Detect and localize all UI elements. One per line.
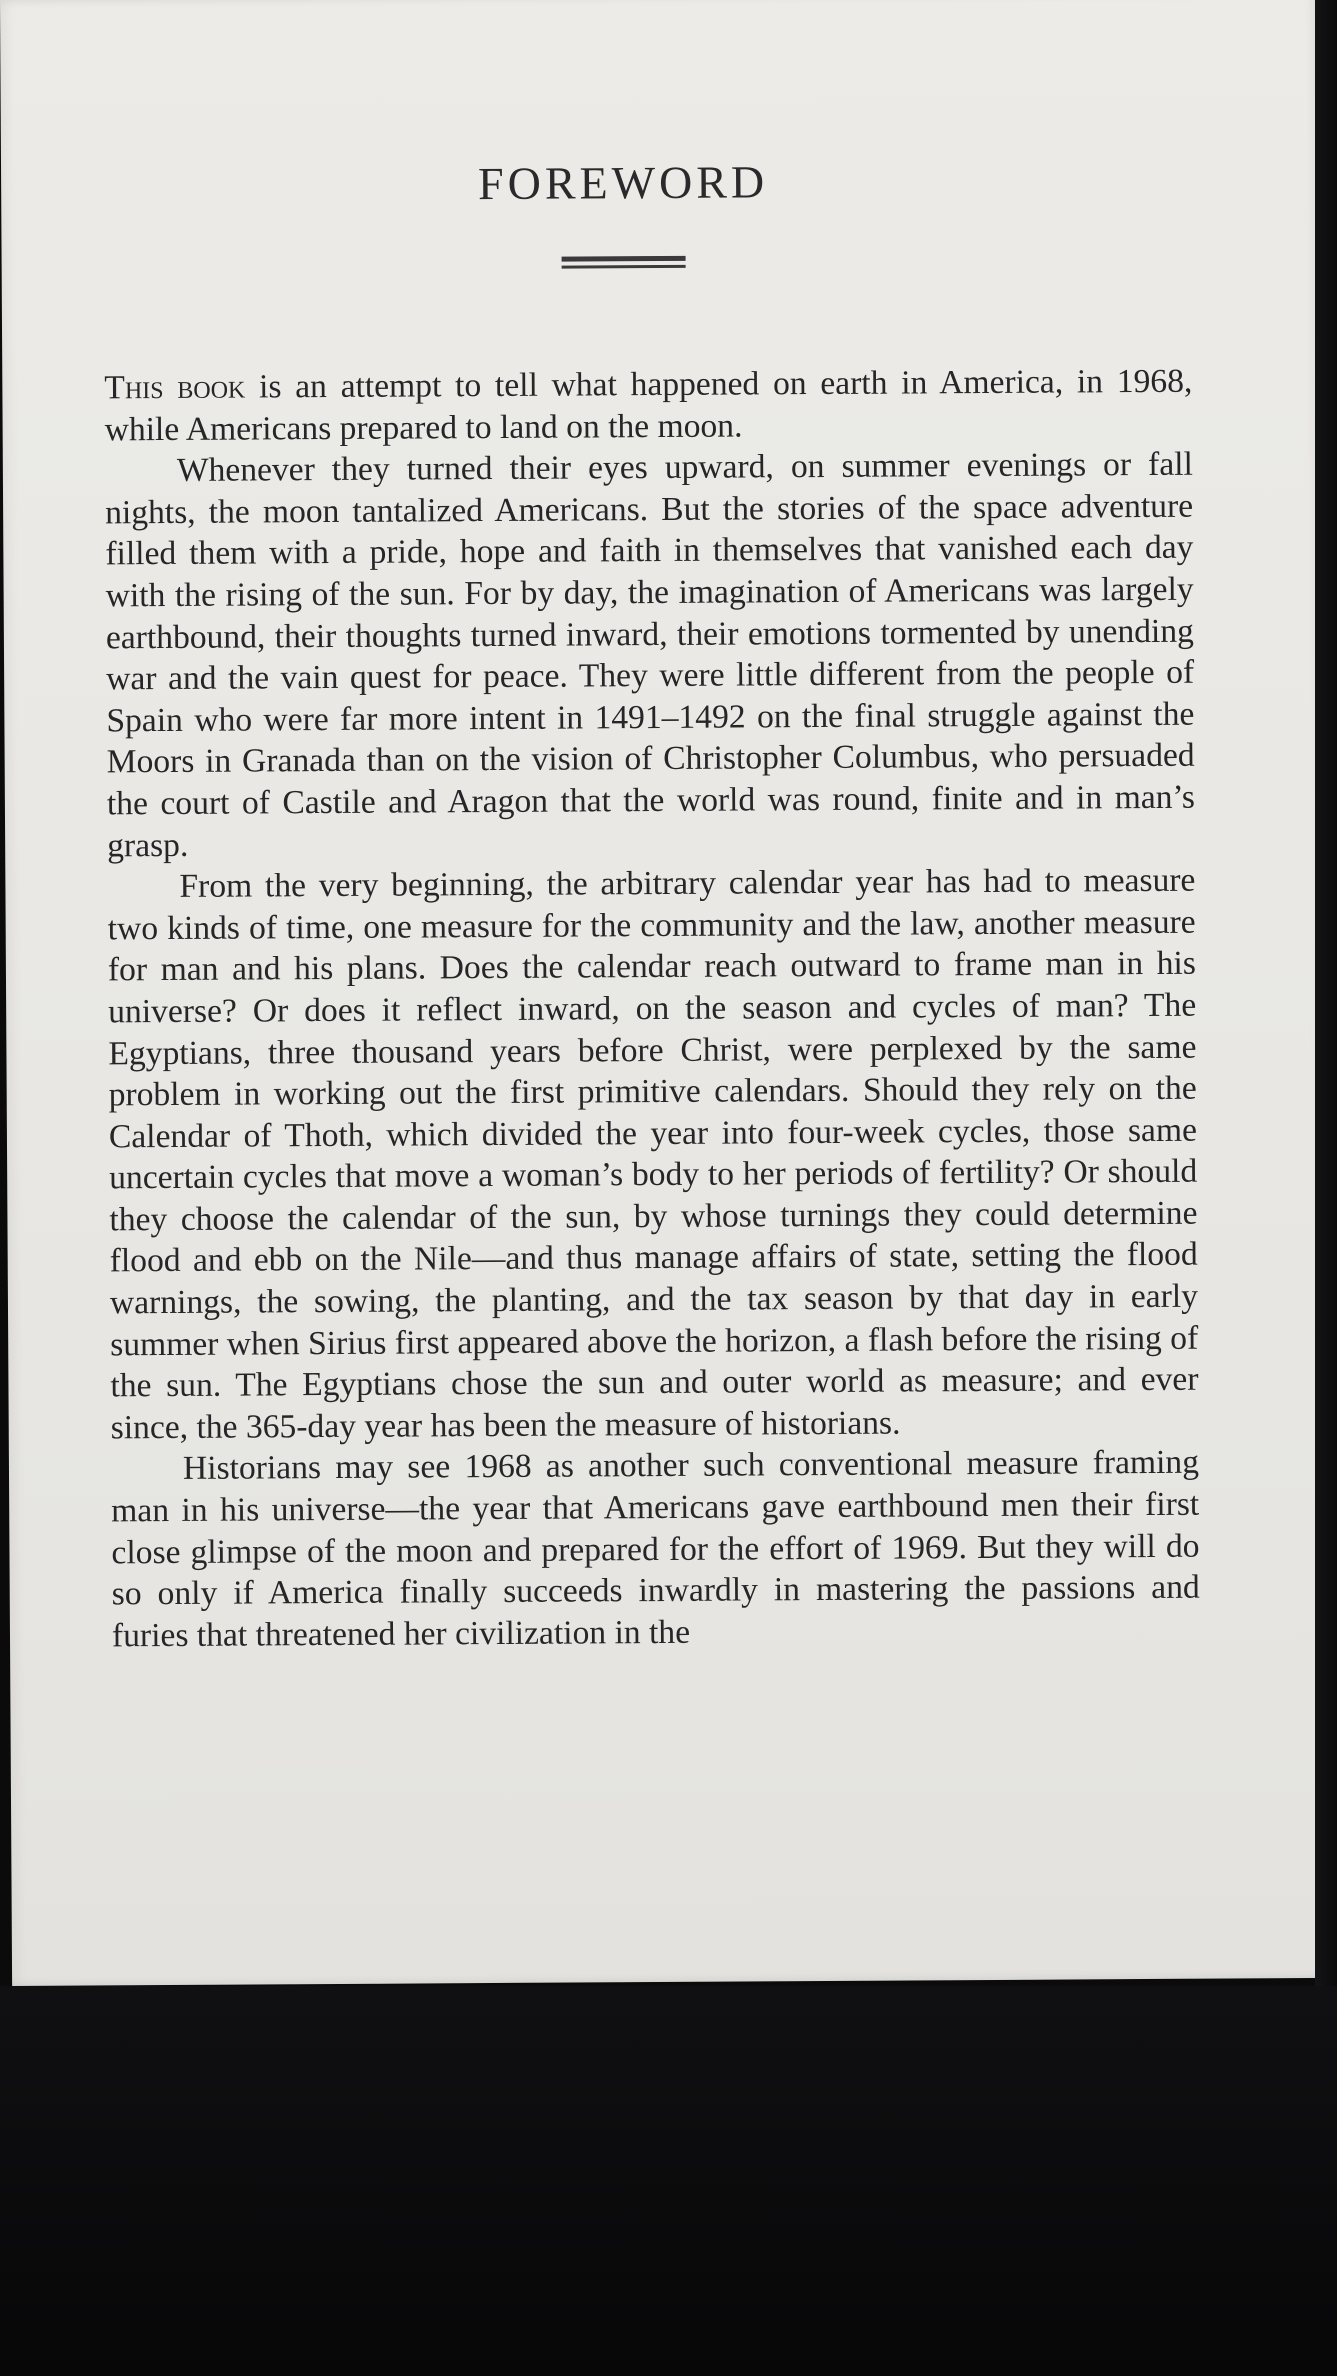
rule-line-thick [562, 256, 686, 262]
paragraph-1 [104, 361, 1192, 451]
foreword-body [104, 361, 1200, 1657]
chapter-heading: FOREWORD [477, 156, 769, 210]
paragraph-1-text: is an attempt to tell what happened on earth in America, in 1968, while Americans prepared to land on the moon. [104, 362, 1193, 448]
paragraph-4: Historians may see 1968 as another such conventional measure framing man in his universe—the year that Americans gave earthbound men their first close glimpse of the moon and prepared for the effort of 1969. But they will do so only if America finally succeeds inwardly in mastering the passions and furies that threatened her civilization in the [111, 1444, 1200, 1655]
paragraph-2: Whenever they turned their eyes upward, on summer evenings or fall nights, the moon tantalized Americans. But the stories of the space adventure filled them with a pride, hope and faith in themselves that vanished each day with the rising of the sun. For by day, the imagination of Americans was largely earthbound, their thoughts turned inward, their emotions tormented by unending war and the vain quest for peace. They were little different from the people of Spain who were far more intent in 1491–1492 on the final struggle against the Moors in Granada than on the vision of Christopher Columbus, who persuaded the court of Castile and Aragon that the world was round, finite and in man’s grasp. [105, 445, 1196, 864]
lead-in-smallcaps: This book [104, 368, 246, 407]
paragraph-3: From the very beginning, the arbitrary calendar year has had to measure two kinds of time, one measure for the community and the law, another measure for man and his plans. Does the calendar reach outward to frame man in his universe? Or does it reflect inward, on the season and cycles of man? The Egyptians, three thousand years before Christ, were perplexed by the same problem in working out the first primitive calendars. Should they rely on the Calendar of Thoth, which divided the year into four-week cycles, those same uncertain cycles that move a woman’s body to her periods of fertility? Or should they choose the calendar of the sun, by whose turnings they could determine flood and ebb on the Nile—and thus manage affairs of state, setting the flood warnings, the sowing, the planting, and the tax season by that day in early summer when Sirius first appeared above the horizon, a flash before the rising of the sun. The Egyptians chose the sun and outer world as measure; and ever since, the 365-day year has been the measure of historians. [107, 861, 1199, 1447]
heading-double-rule [562, 256, 686, 271]
rule-line-thin [562, 265, 686, 269]
dark-background [0, 1986, 1337, 2376]
